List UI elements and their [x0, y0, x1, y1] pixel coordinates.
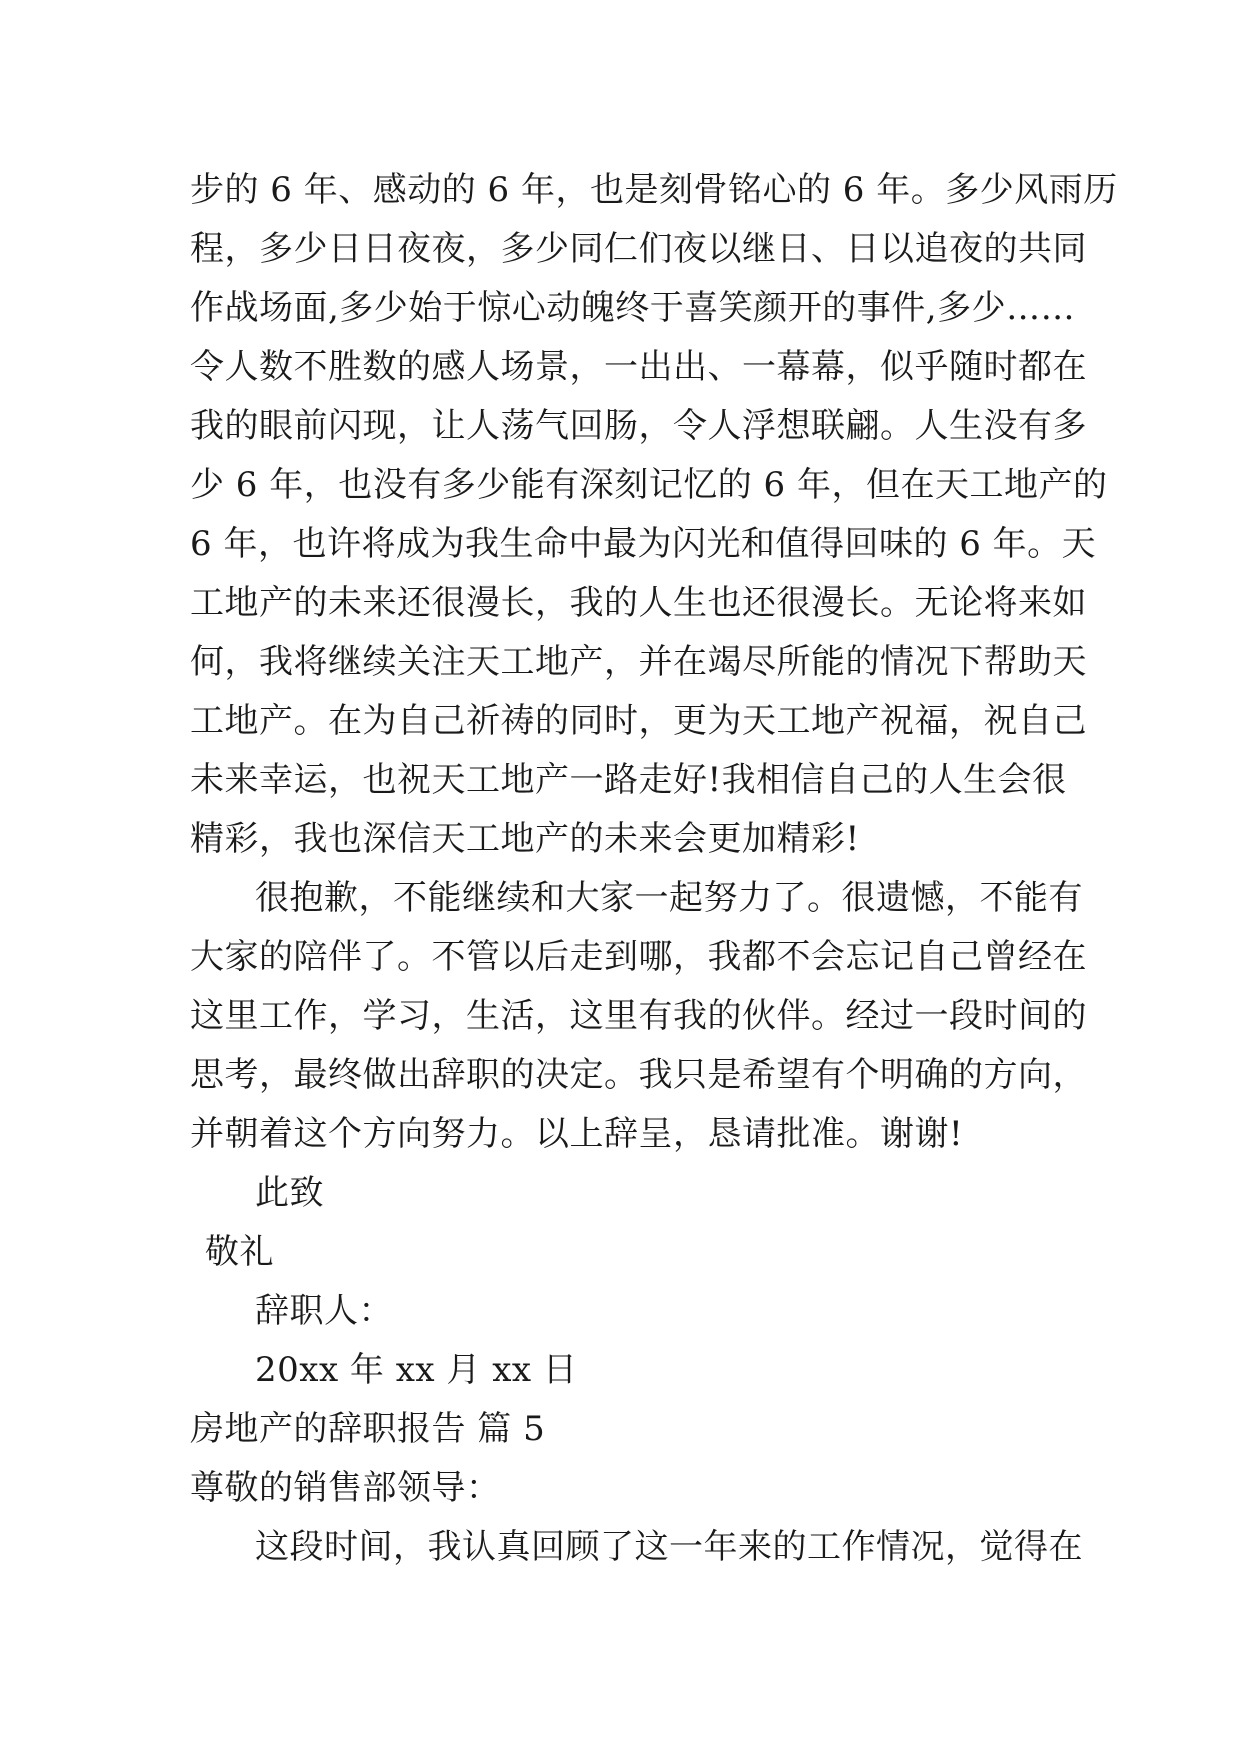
body-line: 6 年，也许将成为我生命中最为闪光和值得回味的 6 年。天: [190, 524, 1097, 564]
paragraph-start-line: 很抱歉，不能继续和大家一起努力了。很遗憾，不能有: [255, 878, 1083, 918]
body-line: 何，我将继续关注天工地产，并在竭尽所能的情况下帮助天: [190, 642, 1087, 682]
body-line: 并朝着这个方向努力。以上辞呈，恳请批准。谢谢!: [190, 1114, 964, 1154]
body-line: 令人数不胜数的感人场景，一出出、一幕幕，似乎随时都在: [190, 347, 1087, 387]
body-line: 少 6 年，也没有多少能有深刻记忆的 6 年，但在天工地产的: [190, 465, 1108, 505]
body-line: 工地产。在为自己祈祷的同时，更为天工地产祝福，祝自己: [190, 701, 1087, 741]
section-title: 房地产的辞职报告 篇 5: [190, 1409, 546, 1449]
paragraph-start-line: 这段时间，我认真回顾了这一年来的工作情况，觉得在: [255, 1527, 1083, 1567]
greeting-line: 尊敬的销售部领导：: [190, 1468, 501, 1508]
body-line: 工地产的未来还很漫长，我的人生也还很漫长。无论将来如: [190, 583, 1087, 623]
body-line: 这里工作，学习，生活，这里有我的伙伴。经过一段时间的: [190, 996, 1087, 1036]
body-line: 精彩，我也深信天工地产的未来会更加精彩!: [190, 819, 860, 859]
body-line: 大家的陪伴了。不管以后走到哪，我都不会忘记自己曾经在: [190, 937, 1087, 977]
body-line: 步的 6 年、感动的 6 年，也是刻骨铭心的 6 年。多少风雨历: [190, 170, 1118, 210]
closing-regards: 敬礼: [205, 1232, 274, 1272]
body-line: 未来幸运，也祝天工地产一路走好!我相信自己的人生会很: [190, 760, 1067, 800]
closing-salutation: 此致: [255, 1173, 324, 1213]
body-line: 作战场面,多少始于惊心动魄终于喜笑颜开的事件,多少……: [190, 288, 1076, 328]
body-line: 思考，最终做出辞职的决定。我只是希望有个明确的方向，: [190, 1055, 1087, 1095]
body-line: 我的眼前闪现，让人荡气回肠，令人浮想联翩。人生没有多: [190, 406, 1087, 446]
date-line: 20xx 年 xx 月 xx 日: [255, 1350, 578, 1390]
signature-label: 辞职人：: [255, 1291, 393, 1331]
body-line: 程，多少日日夜夜，多少同仁们夜以继日、日以追夜的共同: [190, 229, 1087, 269]
